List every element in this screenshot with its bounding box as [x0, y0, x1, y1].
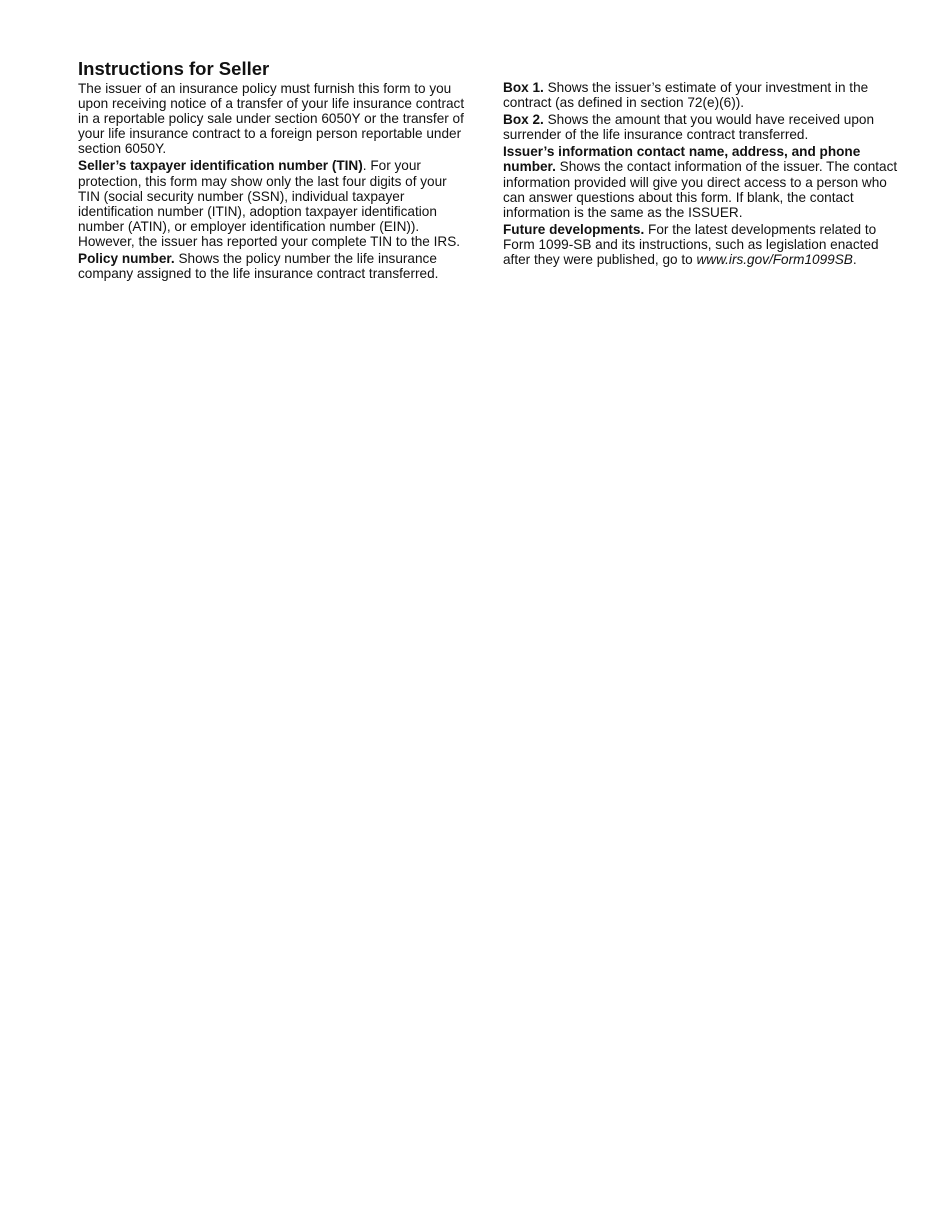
- intro-paragraph: The issuer of an insurance policy must furnish this form to you upon receiving notice of a transfer of your life insurance contract in a reportable policy sale under section 6050Y or the transfer of your life insurance contract to a foreign person reportable under section 6050Y.: [78, 81, 465, 157]
- box2-paragraph: [503, 112, 899, 142]
- future-developments-text: For the latest developments related to Form 1099-SB and its instructions, such as legislation enacted after they were published, go to: [503, 221, 879, 268]
- right-column: [503, 80, 899, 269]
- box1-text: Shows the issuer’s estimate of your investment in the contract (as defined in section 72(e)(6)).: [503, 80, 869, 111]
- policy-number-paragraph: [78, 251, 472, 281]
- box2-text: Shows the amount that you would have received upon surrender of the life insurance contract transferred.: [503, 112, 875, 143]
- tin-label: Seller’s taxpayer identification number (TIN): [78, 158, 363, 174]
- policy-number-label: Policy number.: [78, 251, 175, 267]
- page-title: Instructions for Seller: [78, 58, 270, 79]
- issuer-contact-label: Issuer’s information contact name, address, and phone number.: [503, 144, 861, 175]
- tin-text: . For your protection, this form may show only the last four digits of your TIN (social security number (SSN), individual taxpayer identification number (ITIN), adoption taxpayer identification number (ATIN), or employer identification number (EIN)). However, the issuer has reported your complete TIN to the IRS.: [78, 158, 461, 249]
- irs-form-link[interactable]: www.irs.gov/Form1099SB: [696, 252, 853, 268]
- policy-number-text: Shows the policy number the life insurance company assigned to the life insurance contract transferred.: [78, 251, 439, 282]
- future-developments-label: Future developments.: [503, 221, 645, 237]
- issuer-contact-text: Shows the contact information of the issuer. The contact information provided will give you direct access to a person who can answer questions about this form. If blank, the contact information is the same as the ISSUER.: [503, 159, 898, 220]
- future-developments-end: .: [852, 252, 857, 268]
- future-developments-paragraph: [503, 222, 899, 267]
- box1-paragraph: [503, 80, 899, 110]
- issuer-contact-paragraph: [503, 144, 899, 219]
- tin-paragraph: [78, 158, 472, 249]
- left-column: [78, 58, 472, 283]
- box1-label: Box 1.: [503, 80, 544, 95]
- box2-label: Box 2.: [503, 112, 544, 128]
